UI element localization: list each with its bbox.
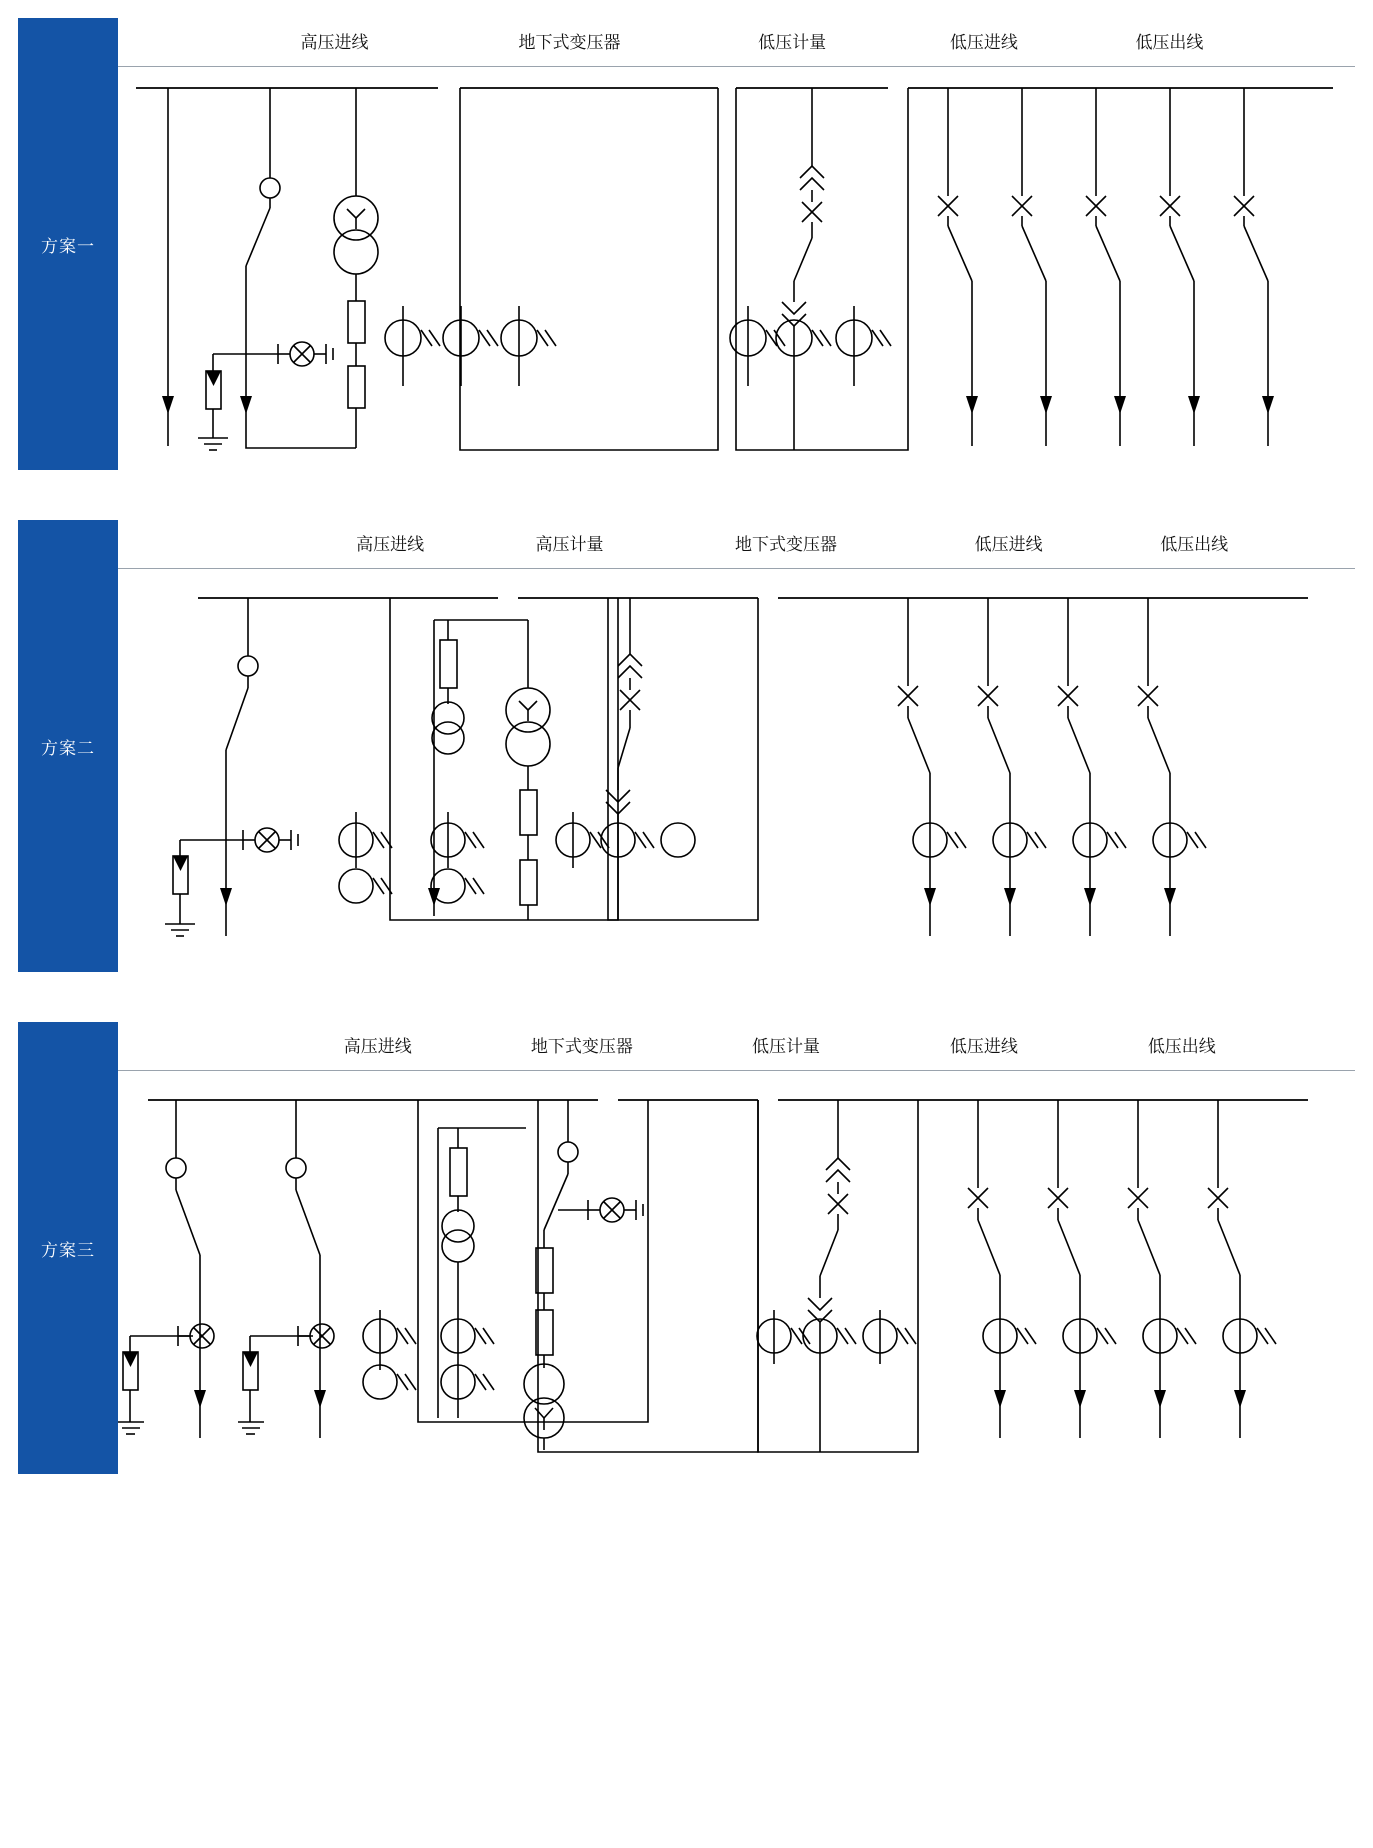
scheme-label-3: 方案三 bbox=[18, 1022, 118, 1474]
scheme-block-2 bbox=[18, 520, 1355, 972]
single-line-diagram-2 bbox=[118, 568, 1355, 972]
column-headers-1 bbox=[118, 18, 1355, 66]
scheme-label-2: 方案二 bbox=[18, 520, 118, 972]
column-headers-2 bbox=[118, 520, 1355, 568]
single-line-diagram-1 bbox=[118, 66, 1355, 470]
scheme-diagram-1 bbox=[118, 18, 1355, 470]
column-header: 地下式变压器 bbox=[734, 535, 837, 554]
column-header: 高压进线 bbox=[300, 33, 369, 52]
column-header: 低压出线 bbox=[1135, 33, 1204, 52]
column-headers-3 bbox=[118, 1022, 1355, 1070]
column-header: 低压计量 bbox=[758, 33, 827, 52]
column-header: 低压进线 bbox=[974, 535, 1043, 554]
scheme-block-1 bbox=[18, 18, 1355, 470]
column-header: 地下式变压器 bbox=[518, 33, 621, 52]
column-header: 高压计量 bbox=[535, 535, 604, 554]
column-header: 低压计量 bbox=[751, 1037, 820, 1056]
scheme-label-1: 方案一 bbox=[18, 18, 118, 470]
column-header: 地下式变压器 bbox=[530, 1037, 633, 1056]
scheme-diagram-3 bbox=[118, 1022, 1355, 1474]
column-header: 高压进线 bbox=[356, 535, 425, 554]
scheme-block-3 bbox=[18, 1022, 1355, 1474]
column-header: 低压出线 bbox=[1147, 1037, 1216, 1056]
single-line-diagram-3 bbox=[118, 1070, 1355, 1474]
column-header: 高压进线 bbox=[343, 1037, 412, 1056]
column-header: 低压进线 bbox=[949, 1037, 1018, 1056]
scheme-diagram-2 bbox=[118, 520, 1355, 972]
column-header: 低压进线 bbox=[949, 33, 1018, 52]
column-header: 低压出线 bbox=[1160, 535, 1229, 554]
